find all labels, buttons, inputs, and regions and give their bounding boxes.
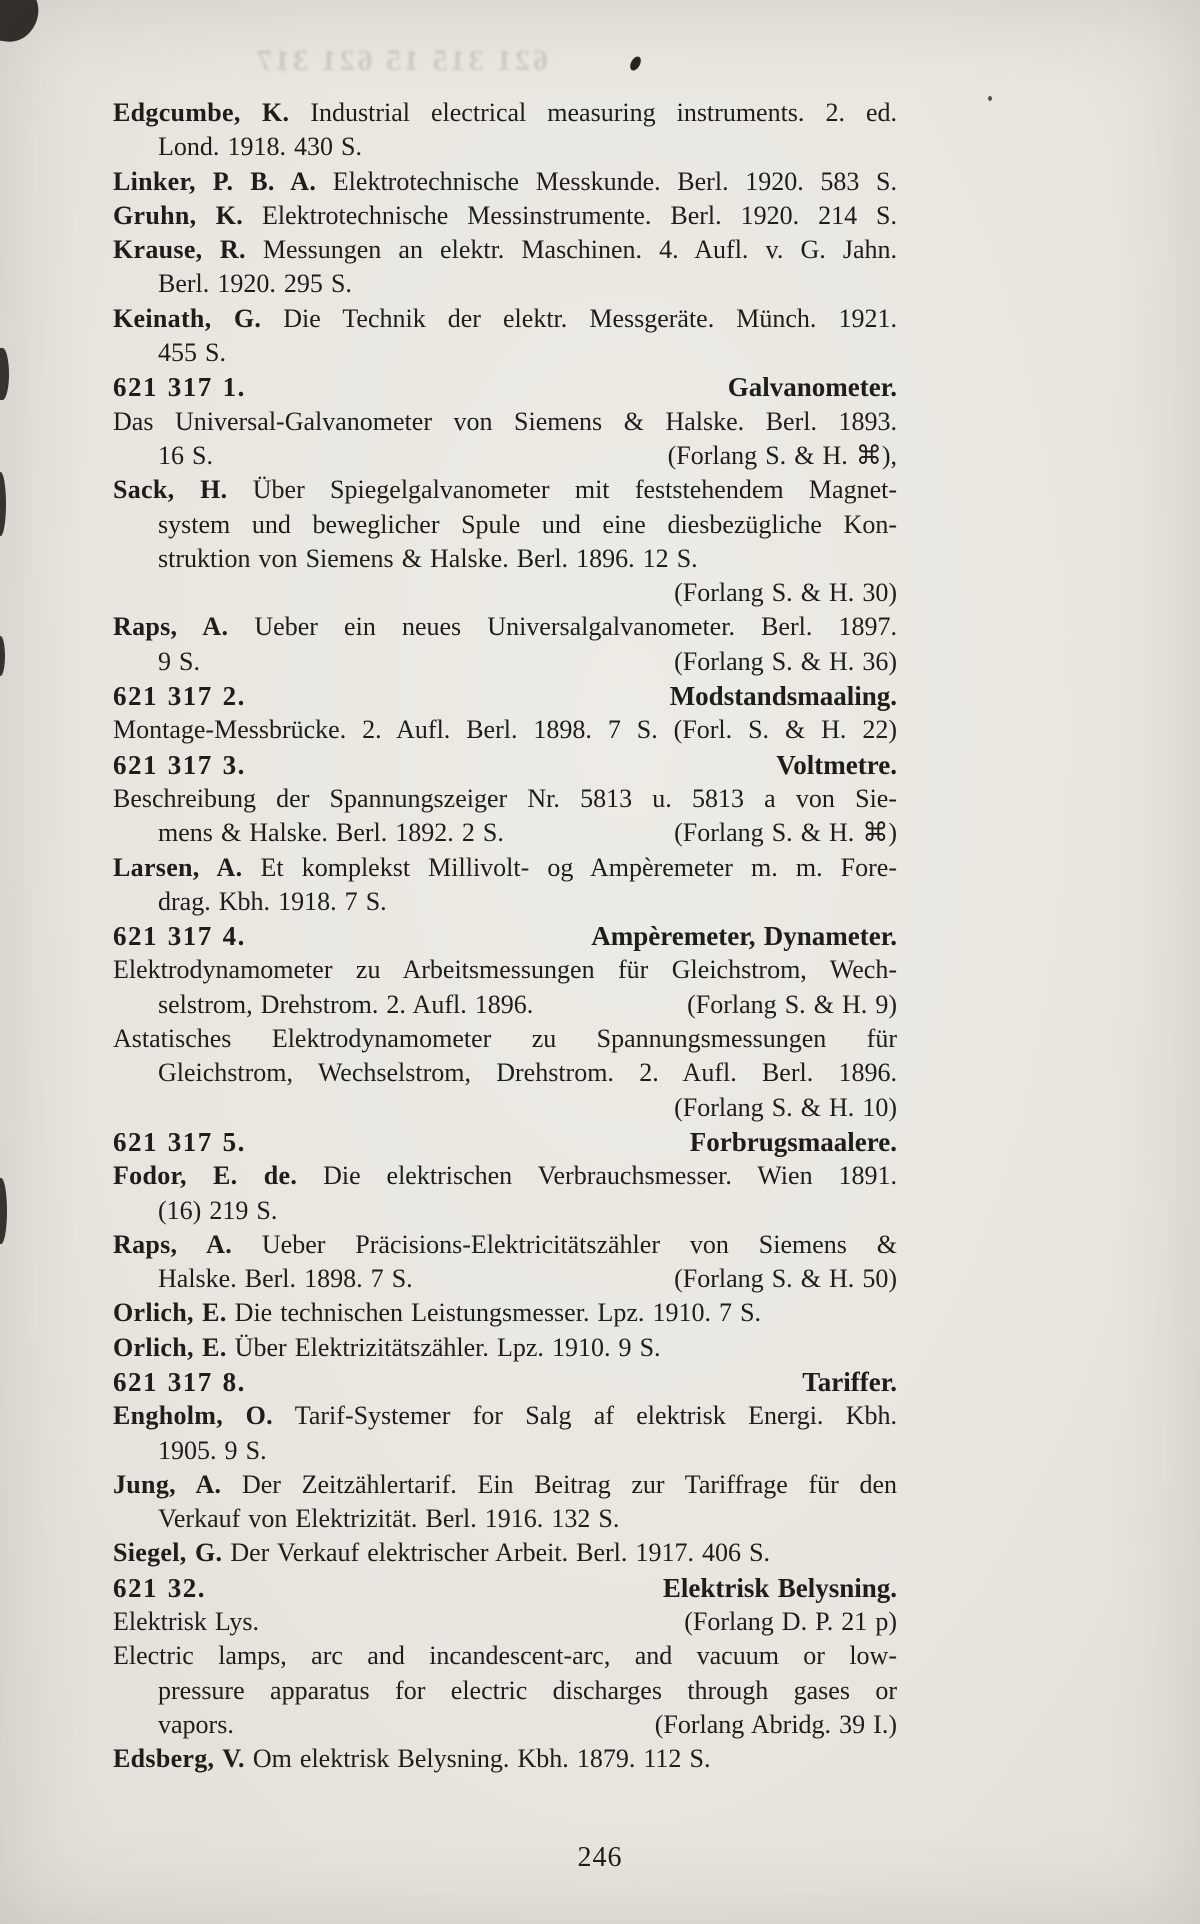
- shelf-reference: (Forlang S. & H. ⌘),: [667, 440, 897, 470]
- bib-line: Elektrodynamometer zu Arbeitsmessungen für Gleichstrom, Wech-: [113, 955, 897, 985]
- section-title: Ampèremeter, Dynameter.: [591, 921, 897, 952]
- scan-artifact-corner: [0, 0, 42, 45]
- classification-number: 621 317 5.: [113, 1126, 246, 1157]
- section-title: Galvanometer.: [727, 372, 897, 403]
- bib-line: [113, 679, 897, 713]
- bib-line: system und beweglicher Spule und eine diesbezügliche Kon-: [158, 509, 897, 539]
- bib-line: Electric lamps, arc and incandescent-arc, and vacuum or low-: [113, 1641, 897, 1671]
- bib-line: drag. Kbh. 1918. 7 S.: [158, 886, 387, 916]
- bib-line: Das Universal-Galvanometer von Siemens & Halske. Berl. 1893.: [113, 406, 897, 436]
- author-name: Orlich, E.: [113, 1298, 227, 1328]
- bib-line: Krause, R. Messungen an elektr. Maschinen. 4. Aufl. v. G. Jahn.: [113, 235, 897, 265]
- bib-text: selstrom, Drehstrom. 2. Aufl. 1896.: [158, 989, 534, 1019]
- section-title: Tariffer.: [802, 1366, 897, 1397]
- bib-line: Larsen, A. Et komplekst Millivolt- og Ampèremeter m. m. Fore-: [113, 852, 897, 882]
- bib-line: [113, 1262, 897, 1296]
- bib-line: Gleichstrom, Wechselstrom, Drehstrom. 2. Aufl. Berl. 1896.: [158, 1058, 897, 1088]
- bib-line: Verkauf von Elektrizität. Berl. 1916. 132 S.: [158, 1504, 620, 1534]
- classification-number: 621 317 2.: [113, 681, 246, 712]
- bib-line: [113, 1571, 897, 1605]
- bib-line: [113, 1605, 897, 1639]
- classification-number: 621 317 3.: [113, 749, 246, 780]
- scan-artifact-edge: [0, 1178, 7, 1244]
- bib-line: Gruhn, K. Elektrotechnische Messinstrumente. Berl. 1920. 214 S.: [113, 200, 897, 230]
- bib-line: pressure apparatus for electric discharges through gases or: [158, 1675, 897, 1705]
- shelf-reference: (Forlang S. & H. 9): [687, 989, 897, 1019]
- bib-line: (Forlang S. & H. 30): [674, 578, 897, 608]
- bib-line: Orlich, E. Über Elektrizitätszähler. Lpz. 1910. 9 S.: [113, 1332, 661, 1362]
- author-name: Engholm, O.: [113, 1401, 273, 1431]
- bib-line: [113, 370, 897, 404]
- bib-line: 1905. 9 S.: [158, 1435, 267, 1465]
- classification-number: 621 317 1.: [113, 372, 246, 403]
- bib-line: [113, 1365, 897, 1399]
- bib-line: Edgcumbe, K. Industrial electrical measuring instruments. 2. ed.: [113, 98, 898, 127]
- bib-line: [113, 748, 897, 782]
- classification-number: 621 317 8.: [113, 1366, 246, 1397]
- bib-line: (16) 219 S.: [158, 1195, 278, 1225]
- bib-line: (Forlang S. & H. 10): [674, 1092, 897, 1122]
- bib-line: Edsberg, V. Om elektrisk Belysning. Kbh. 1879. 112 S.: [113, 1744, 711, 1774]
- bib-line: Berl. 1920. 295 S.: [158, 269, 352, 299]
- bib-line: Fodor, E. de. Die elektrischen Verbrauchsmesser. Wien 1891.: [113, 1161, 898, 1191]
- bib-line: Beschreibung der Spannungszeiger Nr. 5813 u. 5813 a von Sie-: [113, 783, 897, 813]
- bib-line: Raps, A. Ueber Präcisions-Elektricitätszähler von Siemens &: [113, 1229, 897, 1259]
- shelf-reference: (Forlang S. & H. 36): [674, 646, 897, 676]
- bib-line: [113, 1125, 897, 1159]
- ink-speck-artifact: [988, 96, 992, 101]
- bib-line: Jung, A. Der Zeitzählertarif. Ein Beitrag zur Tariffrage für den: [113, 1469, 897, 1499]
- page-number: 246: [577, 1842, 623, 1873]
- bib-line: Raps, A. Ueber ein neues Universalgalvanometer. Berl. 1897.: [113, 612, 897, 642]
- bib-line: [113, 1708, 897, 1742]
- bib-line: [113, 645, 897, 679]
- author-name: Orlich, E.: [113, 1332, 227, 1362]
- bib-text: 9 S.: [158, 646, 201, 676]
- shelf-reference: (Forlang D. P. 21 p): [684, 1607, 897, 1637]
- bib-line: Orlich, E. Die technischen Leistungsmesser. Lpz. 1910. 7 S.: [113, 1298, 762, 1328]
- bib-line: [113, 988, 897, 1022]
- author-name: Linker, P. B. A.: [113, 166, 317, 196]
- bib-line: Engholm, O. Tarif-Systemer for Salg af elektrisk Energi. Kbh.: [113, 1401, 897, 1431]
- bib-text: vapors.: [158, 1709, 234, 1739]
- bib-line: Keinath, G. Die Technik der elektr. Messgeräte. Münch. 1921.: [113, 303, 897, 333]
- ghost-header-showthrough: 621 315 15 621 317: [254, 44, 548, 77]
- bib-line: struktion von Siemens & Halske. Berl. 1896. 12 S.: [158, 543, 698, 573]
- bib-line: Siegel, G. Der Verkauf elektrischer Arbeit. Berl. 1917. 406 S.: [113, 1538, 771, 1568]
- author-name: Raps, A.: [113, 1229, 232, 1259]
- author-name: Siegel, G.: [113, 1538, 223, 1568]
- author-name: Keinath, G.: [113, 303, 262, 333]
- bib-text: Elektrisk Lys.: [113, 1607, 259, 1637]
- ink-dot-artifact: [628, 55, 643, 72]
- bib-text: mens & Halske. Berl. 1892. 2 S.: [158, 818, 504, 848]
- bib-line: Lond. 1918. 430 S.: [158, 132, 363, 162]
- bib-line: [113, 816, 897, 850]
- scan-artifact-edge: [0, 348, 9, 400]
- bib-text: 16 S.: [158, 440, 214, 470]
- classification-number: 621 317 4.: [113, 921, 246, 952]
- author-name: Edgcumbe, K.: [113, 98, 290, 127]
- author-name: Raps, A.: [113, 612, 229, 642]
- scan-artifact-edge: [0, 472, 6, 536]
- bib-line: Montage-Messbrücke. 2. Aufl. Berl. 1898. 7 S. (Forl. S. & H. 22): [113, 715, 897, 745]
- author-name: Gruhn, K.: [113, 200, 244, 230]
- shelf-reference: (Forlang S. & H. ⌘): [674, 818, 897, 848]
- shelf-reference: (Forlang S. & H. 50): [674, 1264, 897, 1294]
- author-name: Edsberg, V.: [113, 1744, 245, 1774]
- bib-line: [113, 439, 897, 473]
- bibliography: [113, 96, 897, 1777]
- author-name: Jung, A.: [113, 1469, 222, 1499]
- section-title: Forbrugsmaalere.: [689, 1126, 897, 1157]
- author-name: Krause, R.: [113, 235, 246, 265]
- bib-text: Halske. Berl. 1898. 7 S.: [158, 1264, 413, 1294]
- bib-line: 455 S.: [158, 338, 227, 368]
- bib-line: Linker, P. B. A. Elektrotechnische Messkunde. Berl. 1920. 583 S.: [113, 166, 897, 196]
- section-title: Elektrisk Belysning.: [662, 1572, 897, 1603]
- bib-line: Astatisches Elektrodynamometer zu Spannungsmessungen für: [113, 1024, 897, 1054]
- author-name: Sack, H.: [113, 475, 228, 505]
- shelf-reference: (Forlang Abridg. 39 I.): [654, 1709, 897, 1739]
- scan-artifact-edge: [0, 636, 5, 676]
- author-name: Fodor, E. de.: [113, 1161, 298, 1191]
- bib-line: Sack, H. Über Spiegelgalvanometer mit feststehendem Magnet-: [113, 475, 897, 505]
- classification-number: 621 32.: [113, 1572, 207, 1603]
- section-title: Voltmetre.: [776, 749, 897, 780]
- bib-line: [113, 919, 897, 953]
- section-title: Modstandsmaaling.: [669, 681, 897, 712]
- author-name: Larsen, A.: [113, 852, 243, 882]
